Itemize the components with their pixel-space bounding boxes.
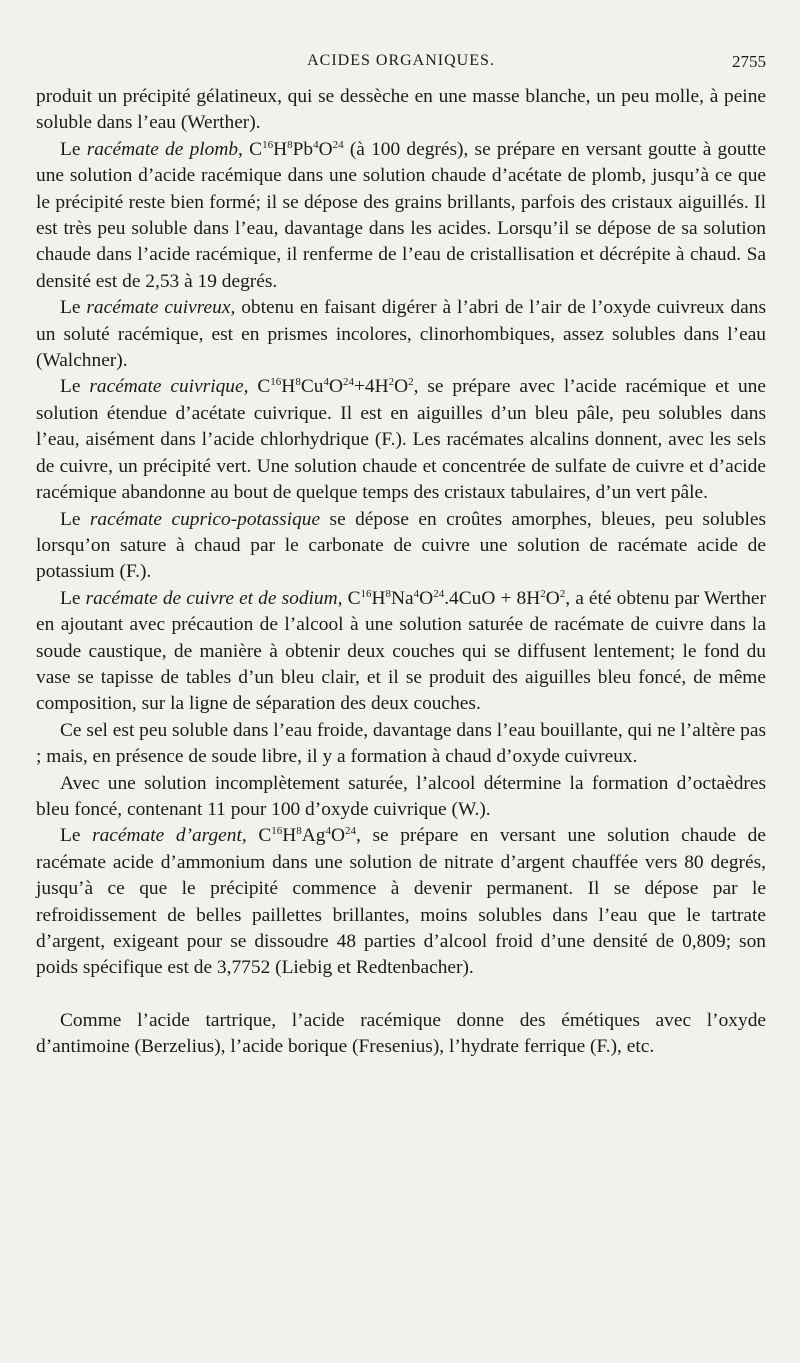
compound-name: racémate de plomb, <box>86 138 243 160</box>
paragraph-emetiques <box>36 1008 766 1061</box>
paragraph-racemate-cuprico-potassique: Le racémate cuprico-potassique se dépose en croûtes amorphes, bleues, peu solubles lorsqu’on sature à chaud par le carbonate de cuivre une solution de racémate acide de potassium (F.). <box>36 508 766 583</box>
paragraph-racemate-plomb: Le racémate de plomb, $C^{16}H^8Pb^4O^{24}$ (à 100 degrés), se prépare en versant goutte à goutte une solution d’acide racémique dans une solution chaude d’acétate de plomb, jusqu’à ce que le précipité reste bien formé; il se dépose des grains brillants, parfois des cristaux aiguillés. Il est très peu soluble dans l’eau, davantage dans les acides. Lorsqu’il se dépose de sa solution chaude dans l’acide racémique, il renferme de l’eau de cristallisation et décrépite à chaud. Sa densité est de 2,53 à 19 degrés. <box>36 138 766 292</box>
paragraph-8 <box>36 771 766 824</box>
chemical-formula: $C^{16}H^8Cu^4O^{24}+4H^2O^2$ <box>257 376 414 398</box>
paragraph-racemate-argent: Le racémate d’argent, $C^{16}H^8Ag^4O^{24}$, se prépare en versant une solution chaude de racémate acide d’ammonium dans une solution de nitrate d’argent chauffée vers 80 degrés, jusqu’à ce que le précipité commence à devenir permanent. Il se dépose par le refroidissement de belles paillettes brillantes, moins solubles dans l’eau que le tartrate d’argent, exigeant pour se dissoudre 48 parties d’alcool froid d’une densité de 0,809; son poids spécifique est de 3,7752 (Liebig et Redtenbacher). <box>36 825 766 979</box>
paragraph-text: , se prépare en versant une solution chaude de racémate acide d’ammonium dans une solution de nitrate d’argent chauffée vers 80 degrés, jusqu’à ce que le précipité commence à devenir permanent. Il se dépose par le refroidissement de belles paillettes brillantes, moins solubles dans l’eau que le tartrate d’argent, exigeant pour se dissoudre 48 parties d’alcool froid d’une densité de 0,809; son poids spécifique est de 3,7752 (Liebig et Redtenbacher). <box>36 825 766 979</box>
paragraph-7 <box>36 718 766 771</box>
paragraph-text: Comme l’acide tartrique, l’acide racémique donne des émétiques avec l’oxyde d’antimoine (Berzelius), l’acide borique (Fresenius), l’hydrate ferrique (F.), etc. <box>36 1009 766 1058</box>
chemical-formula: $C^{16}H^8Pb^4O^{24}$ <box>249 138 344 160</box>
page-header <box>36 48 766 78</box>
chemical-formula: $C^{16}H^8Na^4O^{24}.4CuO + 8H^2O^2$ <box>347 587 566 609</box>
compound-name: racémate cuivreux, <box>86 297 236 319</box>
compound-name: racémate d’argent, <box>92 825 247 847</box>
paragraph-text: obtenu en faisant digérer à l’abri de l’air de l’oxyde cuivreux dans un soluté racémique, est en prismes incolores, clinorhombiques, assez solubles dans l’eau (Walchner). <box>36 297 767 372</box>
paragraph-racemate-cuivrique: Le racémate cuivrique, $C^{16}H^8Cu^4O^{24}+4H^2O^2$, se prépare avec l’acide racémique et une solution étendue d’acétate cuivrique. Il est en aiguilles d’un bleu pâle, peu solubles dans l’eau, aisément dans l’acide chlorhydrique (F.). Les racémates alcalins donnent, avec les sels de cuivre, un précipité vert. Une solution chaude et concentrée de sulfate de cuivre et d’acide racémique abandonne au bout de quelque temps des cristaux tabulaires, d’un vert pâle. <box>36 376 766 504</box>
paragraph-text: Avec une solution incomplètement saturée, l’alcool détermine la formation d’octaèdres bleu foncé, contenant 11 pour 100 d’oxyde cuivrique (W.). <box>36 772 766 820</box>
compound-name: racémate de cuivre et de sodium, <box>85 587 343 609</box>
paragraph-text: se dépose en croûtes amorphes, bleues, peu solubles lorsqu’on sature à chaud par le carbonate de cuivre une solution de racémate acide de potassium (F.). <box>36 508 766 583</box>
paragraph-text: Ce sel est peu soluble dans l’eau froide, davantage dans l’eau bouillante, qui ne l’altère pas ; mais, en présence de soude libre, il y a formation à chaud d’oxyde cuivreux. <box>36 719 766 768</box>
paragraph-text: (à 100 degrés), se prépare en versant goutte à goutte une solution d’acide racémique dans une solution chaude d’acétate de plomb, jusqu’à ce que le précipité reste bien formé; il se dépose des grains brillants, parfois des cristaux aiguillés. Il est très peu soluble dans l’eau, davantage dans les acides. Lorsqu’il se dépose de sa solution chaude dans l’acide racémique, il renferme de l’eau de cristallisation et décrépite à chaud. Sa densité est de 2,53 à 19 degrés. <box>36 138 766 292</box>
paragraph-1 <box>36 84 766 137</box>
paragraph-text: produit un précipité gélatineux, qui se dessèche en une masse blanche, un peu molle, à peine soluble dans l’eau (Werther). <box>36 86 766 134</box>
page-number: 2755 <box>732 52 766 71</box>
compound-name: racémate cuprico-potassique <box>89 508 321 530</box>
paragraph-racemate-cuivreux: Le racémate cuivreux, obtenu en faisant digérer à l’abri de l’air de l’oxyde cuivreux dans un soluté racémique, est en prismes incolores, clinorhombiques, assez solubles dans l’eau (Walchner). <box>36 297 767 372</box>
body-text <box>36 84 766 1061</box>
compound-name: racémate cuivrique, <box>89 376 249 398</box>
running-title: ACIDES ORGANIQUES. <box>307 52 495 69</box>
paragraph-text: , a été obtenu par Werther en ajoutant avec précaution de l’alcool à une solution saturée de racémate de cuivre dans la soude caustique, de manière à obtenir deux couches qui se diffusent lentement; le fond du vase se tapisse de tables d’un bleu clair, et il se produit des aiguilles bleu foncé, de même composition, sur la ligne de séparation des deux couches. <box>36 587 766 715</box>
paragraph-text: , se prépare avec l’acide racémique et une solution étendue d’acétate cuivrique. Il est en aiguilles d’un bleu pâle, peu solubles dans l’eau, aisément dans l’acide chlorhydrique (F.). Les racémates alcalins donnent, avec les sels de cuivre, un précipité vert. Une solution chaude et concentrée de sulfate de cuivre et d’acide racémique abandonne au bout de quelque temps des cristaux tabulaires, d’un vert pâle. <box>36 376 766 504</box>
chemical-formula: $C^{16}H^8Ag^4O^{24}$ <box>258 825 357 847</box>
paragraph-racemate-cuivre-sodium: Le racémate de cuivre et de sodium, $C^{16}H^8Na^4O^{24}.4CuO + 8H^2O^2$, a été obtenu par Werther en ajoutant avec précaution de l’alcool à une solution saturée de racémate de cuivre dans la soude caustique, de manière à obtenir deux couches qui se diffusent lentement; le fond du vase se tapisse de tables d’un bleu clair, et il se produit des aiguilles bleu foncé, de même composition, sur la ligne de séparation des deux couches. <box>36 587 766 715</box>
